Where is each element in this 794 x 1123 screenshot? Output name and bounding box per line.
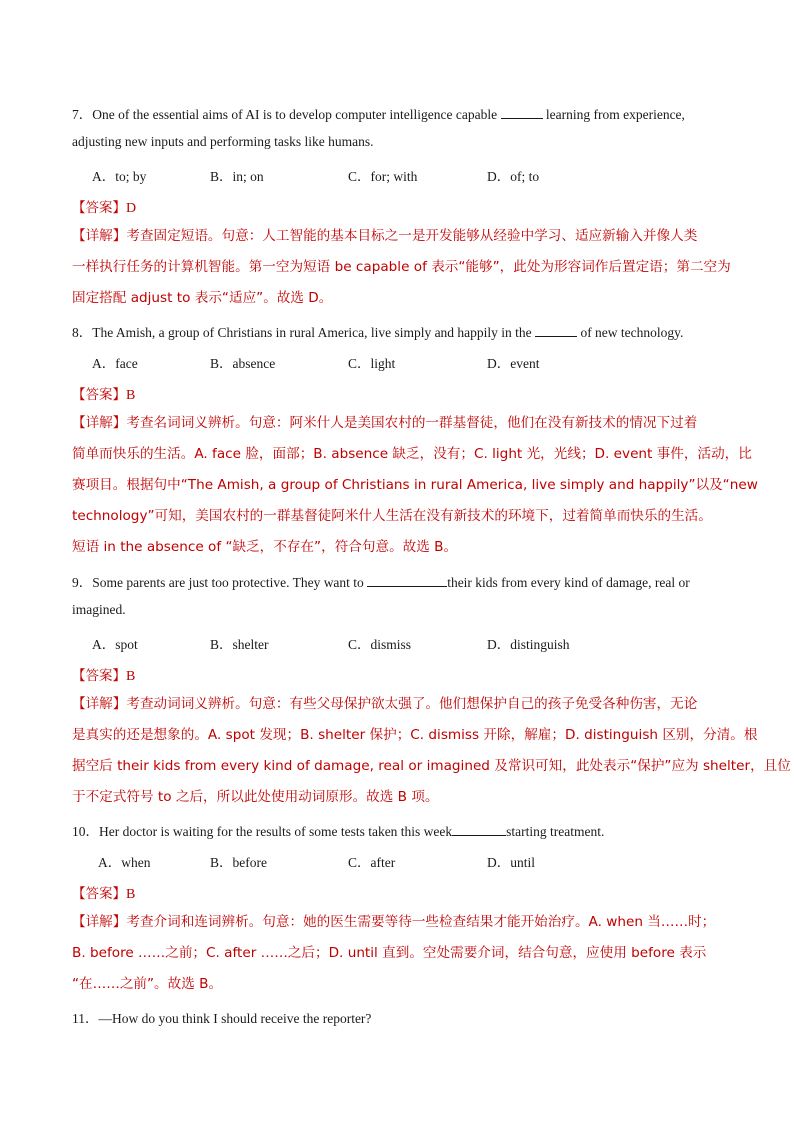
explanation-tag: 【详解】 [72, 696, 127, 712]
explanation-line: technology”可知，美国农村的一群基督徒阿米什人生活在没有新技术的环境下，过着简单而快乐的生活。 [72, 508, 712, 524]
question-8-stem [72, 321, 683, 341]
question-8-text-part1: 8．The Amish, a group of Christians in rural America, live simply and happily in the [72, 325, 536, 340]
question-8-explanation [72, 408, 758, 563]
answer-value: B [126, 887, 136, 902]
question-8-option-c: C．light [348, 356, 396, 371]
question-10-stem [72, 820, 604, 840]
explanation-line: 考查固定短语。句意：人工智能的基本目标之一是开发能够从经验中学习、适应新输入并像人类 [126, 228, 698, 244]
question-8-option-a: A．face [92, 356, 138, 371]
question-9-option-d: D．distinguish [487, 637, 570, 652]
question-9-option-b: B．shelter [210, 637, 269, 652]
question-8-option-b: B．absence [210, 356, 276, 371]
explanation-line: 据空后 their kids from every kind of damage, real or imagined 及常识可知，此处表示“保护”应为 shelter，且位 [72, 758, 791, 774]
explanation-line: 固定搭配 adjust to 表示“适应”。故选 D。 [72, 290, 333, 306]
explanation-line: 一样执行任务的计算机智能。第一空为短语 be capable of 表示“能够”，此处为形容词作后置定语；第二空为 [72, 259, 731, 275]
question-9-stem [72, 571, 690, 591]
question-9-answer [72, 664, 135, 685]
question-10-text-part1: 10．Her doctor is waiting for the results of some tests taken this week [72, 824, 453, 839]
answer-value: B [126, 388, 136, 403]
question-9-option-a: A．spot [92, 637, 138, 652]
question-9-text-part1: 9．Some parents are just too protective. They want to [72, 575, 368, 590]
explanation-line: 是真实的还是想象的。A. spot 发现；B. shelter 保护；C. dismiss 开除，解雇；D. distinguish 区别，分清。根 [72, 727, 758, 743]
question-8-blank [535, 324, 577, 337]
explanation-line: 考查介词和连词辨析。句意：她的医生需要等待一些检查结果才能开始治疗。A. when 当……时； [126, 914, 716, 930]
explanation-tag: 【详解】 [72, 914, 127, 930]
question-9-text-part2: their kids from every kind of damage, real or [447, 575, 690, 590]
question-10-option-d: D．until [487, 855, 536, 870]
question-7-option-a: A．to; by [92, 169, 147, 184]
question-10-text-part2: starting treatment. [506, 824, 605, 839]
question-7-stem-line2: adjusting new inputs and performing tasks like humans. [72, 134, 374, 149]
question-9-stem-line2: imagined. [72, 602, 126, 617]
explanation-line: B. before ……之前；C. after ……之后；D. until 直到。空处需要介词，结合句意，应使用 before 表示 [72, 945, 707, 961]
question-7-text-part2: learning from experience, [542, 107, 685, 122]
question-10-answer [72, 882, 135, 903]
question-7-explanation [72, 221, 731, 314]
question-7-stem [72, 103, 685, 123]
question-9-explanation [72, 689, 791, 813]
question-7-text-part1: 7．One of the essential aims of AI is to develop computer intelligence capable [72, 107, 501, 122]
question-10-option-a: A．when [98, 855, 151, 870]
explanation-tag: 【详解】 [72, 415, 127, 431]
question-7-answer [72, 196, 136, 217]
question-10-option-b: B．before [210, 855, 267, 870]
explanation-line: “在……之前”。故选 B。 [72, 976, 223, 992]
question-8-option-d: D．event [487, 356, 540, 371]
question-10-blank [452, 823, 506, 836]
explanation-line: 于不定式符号 to 之后，所以此处使用动词原形。故选 B 项。 [72, 789, 439, 805]
question-8-text-part2: of new technology. [577, 325, 684, 340]
answer-value: B [126, 669, 136, 684]
question-11-stem: 11．—How do you think I should receive the reporter? [72, 1011, 372, 1026]
answer-tag: 【答案】 [72, 886, 126, 902]
question-9-blank [367, 574, 447, 587]
question-10-option-c: C．after [348, 855, 396, 870]
explanation-tag: 【详解】 [72, 228, 127, 244]
answer-tag: 【答案】 [72, 668, 126, 684]
question-7-blank [501, 106, 543, 119]
answer-value: D [126, 201, 137, 216]
question-7-option-b: B．in; on [210, 169, 264, 184]
explanation-line: 简单而快乐的生活。A. face 脸，面部；B. absence 缺乏，没有；C. light 光，光线；D. event 事件，活动，比 [72, 446, 752, 462]
question-7-option-c: C．for; with [348, 169, 418, 184]
explanation-line: 短语 in the absence of “缺乏，不存在”，符合句意。故选 B。 [72, 539, 458, 555]
explanation-line: 考查动词词义辨析。句意：有些父母保护欲太强了。他们想保护自己的孩子免受各种伤害，无论 [126, 696, 698, 712]
question-10-explanation [72, 907, 728, 1000]
question-7-option-d: D．of; to [487, 169, 540, 184]
question-9-option-c: C．dismiss [348, 637, 412, 652]
explanation-line: 赛项目。根据句中“The Amish, a group of Christians in rural America, live simply and happily”以及“new [72, 477, 758, 493]
explanation-line: 考查名词词义辨析。句意：阿米什人是美国农村的一群基督徒，他们在没有新技术的情况下过着 [126, 415, 698, 431]
answer-tag: 【答案】 [72, 387, 126, 403]
answer-tag: 【答案】 [72, 200, 126, 216]
question-8-answer [72, 383, 135, 404]
